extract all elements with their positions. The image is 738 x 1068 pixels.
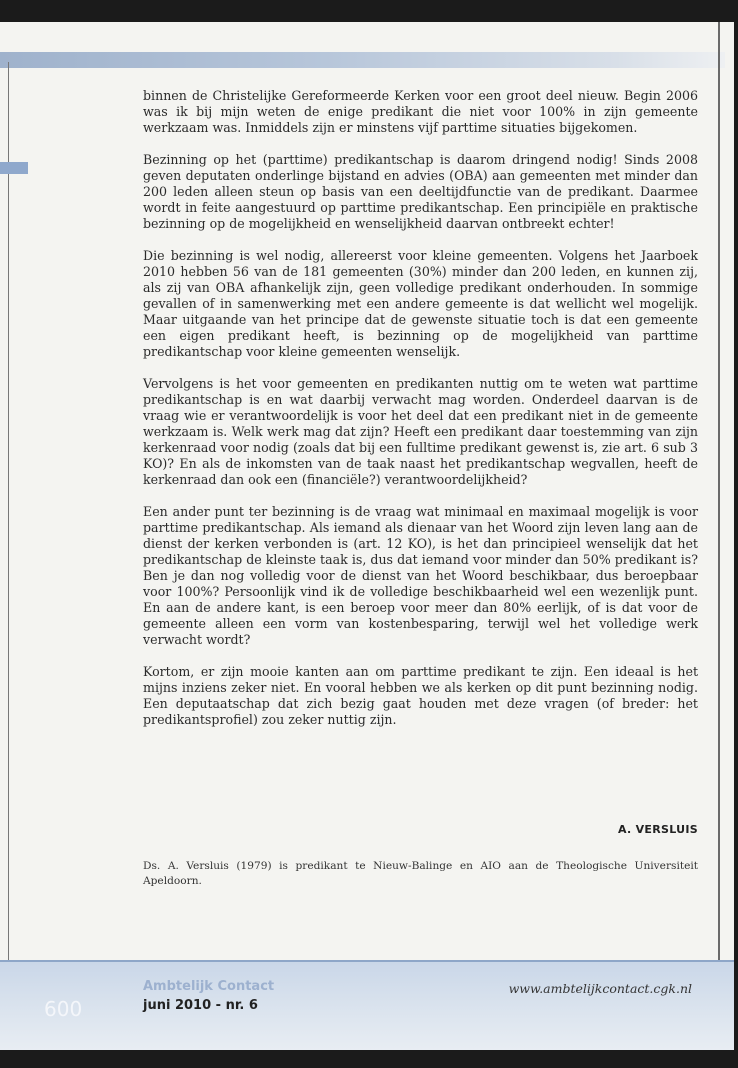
article-body xyxy=(143,88,698,744)
paragraph: Een ander punt ter bezinning is de vraag wat minimaal en maximaal mogelijk is voor parttime predikantschap. Als iemand als dienaar van het Woord zijn leven lang aan de dienst der kerken verbonden is (art. 12 KO), is het dan principieel wenselijk dat het predikantschap de kleinste taak is, dus dat iemand voor minder dan 50% predikant is? Ben je dan nog volledig voor de dienst van het Woord beschikbaar, dus beroepbaar voor 100%? Persoonlijk vind ik de volledige beschikbaarheid wel een wezenlijk punt. En aan de andere kant, is een beroep voor meer dan 80% eerlijk, of is dat voor de gemeente alleen een vorm van kostenbesparing, terwijl wel het volledige werk verwacht wordt? xyxy=(143,504,698,647)
page-number: 600 xyxy=(44,997,83,1021)
paragraph: Bezinning op het (parttime) predikantschap is daarom dringend nodig! Sinds 2008 geven deputaten onderlinge bijstand en advies (OBA) aan gemeenten met minder dan 200 leden alleen steun op basis van een deeltijdfunctie van de predikant. Daarmee wordt in feite aangestuurd op parttime predikantschap. Een principiële en praktische bezinning op de mogelijkheid en wenselijkheid daarvan ontbreekt echter! xyxy=(143,152,698,231)
header-band xyxy=(0,52,725,68)
side-tab-marker xyxy=(0,162,28,174)
paragraph: Vervolgens is het voor gemeenten en predikanten nuttig om te weten wat parttime predikantschap is en wat daarbij verwacht mag worden. Onderdeel daarvan is de vraag wie er verantwoordelijk is voor het deel dat een predikant niet in de gemeente werkzaam is. Welk werk mag dat zijn? Heeft een predikant daar toestemming van zijn kerkenraad voor nodig (zoals dat bij een fulltime predikant gewenst is, zie art. 6 sub 3 KO)? En als de inkomsten van de taak naast het predikantschap wegvallen, heeft de kerkenraad dan ook een (financiële?) verantwoordelijkheid? xyxy=(143,376,698,487)
paragraph: Die bezinning is wel nodig, allereerst voor kleine gemeenten. Volgens het Jaarboek 2010 hebben 56 van de 181 gemeenten (30%) minder dan 200 leden, en kunnen zij, als zij van OBA afhankelijk zijn, geen volledige predikant onderhouden. In sommige gevallen of in samenwerking met een andere gemeente is dat wellicht wel mogelijk. Maar uitgaande van het principe dat de gewenste situatie toch is dat een gemeente een eigen predikant heeft, is bezinning op de mogelijkheid van parttime predikantschap voor kleine gemeenten wenselijk. xyxy=(143,248,698,359)
issue-info: juni 2010 - nr. 6 xyxy=(143,998,258,1013)
footer-band xyxy=(0,960,734,1050)
magazine-name: Ambtelijk Contact xyxy=(143,979,275,994)
left-margin-rule xyxy=(8,62,9,1050)
page-edge xyxy=(718,22,720,1050)
paragraph: Kortom, er zijn mooie kanten aan om parttime predikant te zijn. Een ideaal is het mijns inziens zeker niet. En vooral hebben we als kerken op dit punt bezinning nodig. Een deputaatschap dat zich bezig gaat houden met deze vragen (of breder: het predikantsprofiel) zou zeker nuttig zijn. xyxy=(143,664,698,727)
footer-rule xyxy=(0,960,734,962)
author-signature: A. VERSLUIS xyxy=(617,823,698,836)
author-bio: Ds. A. Versluis (1979) is predikant te Nieuw-Balinge en AIO aan de Theologische Universiteit Apeldoorn. xyxy=(143,860,698,887)
website-url: www.ambtelijkcontact.cgk.nl xyxy=(508,981,692,996)
page xyxy=(0,22,734,1050)
paragraph: binnen de Christelijke Gereformeerde Kerken voor een groot deel nieuw. Begin 2006 was ik bij mijn weten de enige predikant die niet voor 100% in zijn gemeente werkzaam was. Inmiddels zijn er minstens vijf parttime situaties bijgekomen. xyxy=(143,88,698,135)
